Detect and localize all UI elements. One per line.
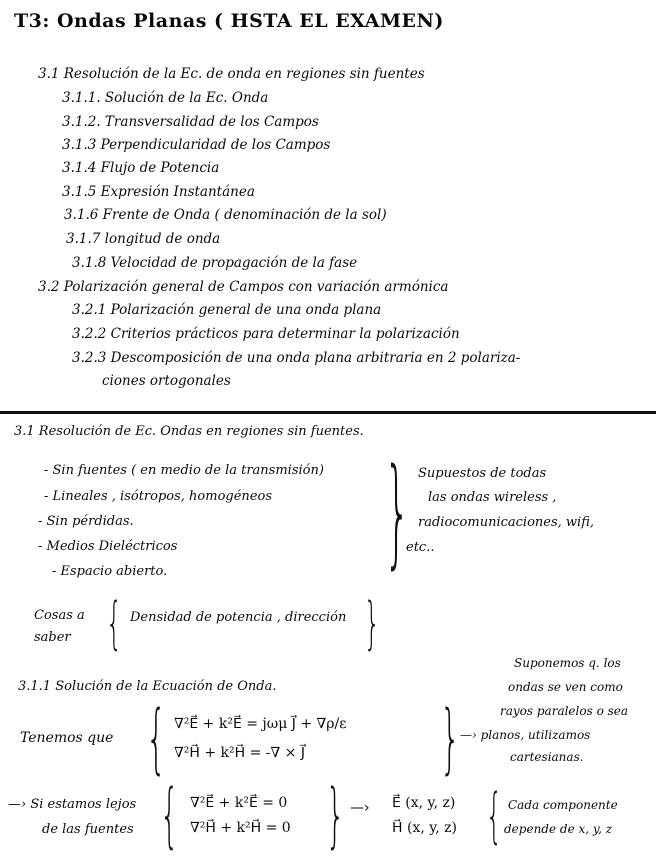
wave-equation-h: ∇²H⃗ + k²H⃗ = -∇ × J⃗	[174, 745, 306, 761]
list-item: - Lineales , isótropos, homogéneos	[44, 489, 272, 504]
list-item: - Sin pérdidas.	[38, 514, 134, 529]
cosas-content: Densidad de potencia , dirección	[130, 610, 347, 625]
toc-item: 3.1.6 Frente de Onda ( denominación de la sol)	[64, 207, 387, 223]
tenemos-label: Tenemos que	[20, 730, 114, 746]
toc-item: 3.2 Polarización general de Campos con variación armónica	[38, 279, 449, 295]
right-brace: }	[384, 442, 411, 580]
toc-item: 3.1.5 Expresión Instantánea	[62, 184, 255, 200]
toc-item: 3.2.1 Polarización general de una onda plana	[72, 302, 382, 318]
subsection-heading: 3.1.1 Solución de la Ecuación de Onda.	[18, 679, 277, 694]
component-note: depende de x, y, z	[504, 822, 613, 836]
section-divider	[0, 411, 656, 414]
distance-label: —› Si estamos lejos	[8, 797, 137, 812]
toc-item: 3.1 Resolución de la Ec. de onda en regiones sin fuentes	[38, 66, 425, 82]
list-item: - Espacio abierto.	[52, 564, 168, 579]
toc-item: ciones ortogonales	[102, 373, 231, 389]
note-line: radiocomunicaciones, wifi,	[418, 515, 594, 530]
toc-item: 3.1.8 Velocidad de propagación de la fase	[72, 255, 358, 271]
arrow: —›	[350, 800, 370, 816]
list-item: - Medios Dieléctricos	[38, 539, 178, 554]
distance-label: de las fuentes	[42, 822, 134, 837]
left-brace: {	[146, 693, 167, 782]
note-line: rayos paralelos o sea	[500, 704, 629, 718]
note-line: las ondas wireless ,	[428, 490, 557, 505]
toc-item: 3.1.7 longitud de onda	[66, 231, 221, 247]
arrow-note: —› planos, utilizamos	[460, 728, 591, 742]
section-heading: 3.1 Resolución de Ec. Ondas en regiones sin fuentes.	[14, 424, 364, 439]
wave-equation-e: ∇²E⃗ + k²E⃗ = jωμ J⃗ + ∇ρ/ε	[174, 716, 347, 732]
toc-item: 3.2.3 Descomposición de una onda plana arbitraria en 2 polariza-	[72, 350, 521, 366]
toc-item: 3.1.1. Solución de la Ec. Onda	[62, 90, 269, 106]
cosas-label: saber	[34, 630, 71, 645]
note-line: etc..	[406, 540, 435, 555]
left-brace: {	[106, 591, 123, 656]
toc-item: 3.1.2. Transversalidad de los Campos	[62, 114, 319, 130]
right-brace: }	[326, 774, 345, 856]
left-brace: {	[160, 774, 179, 856]
list-item: - Sin fuentes ( en medio de la transmisión)	[44, 463, 324, 478]
toc-item: 3.2.2 Criterios prácticos para determinar la polarización	[72, 326, 460, 342]
toc-item: 3.1.3 Perpendicularidad de los Campos	[62, 137, 331, 153]
page-title: T3: Ondas Planas ( HSTA EL EXAMEN)	[14, 10, 444, 32]
component-note: Cada componente	[508, 798, 618, 812]
toc-item: 3.1.4 Flujo de Potencia	[62, 160, 220, 176]
cosas-label: Cosas a	[34, 608, 85, 623]
note-line: Suponemos q. los	[514, 656, 621, 670]
right-brace: }	[440, 693, 461, 782]
field-h: H⃗ (x, y, z)	[392, 820, 458, 836]
right-brace: }	[364, 591, 381, 656]
note-line: Supuestos de todas	[418, 466, 547, 481]
homogeneous-equation-e: ∇²E⃗ + k²E⃗ = 0	[190, 795, 288, 811]
left-brace: {	[486, 781, 503, 851]
note-line: ondas se ven como	[508, 680, 623, 694]
homogeneous-equation-h: ∇²H⃗ + k²H⃗ = 0	[190, 820, 291, 836]
note-line: cartesianas.	[510, 750, 584, 764]
field-e: E⃗ (x, y, z)	[392, 795, 456, 811]
